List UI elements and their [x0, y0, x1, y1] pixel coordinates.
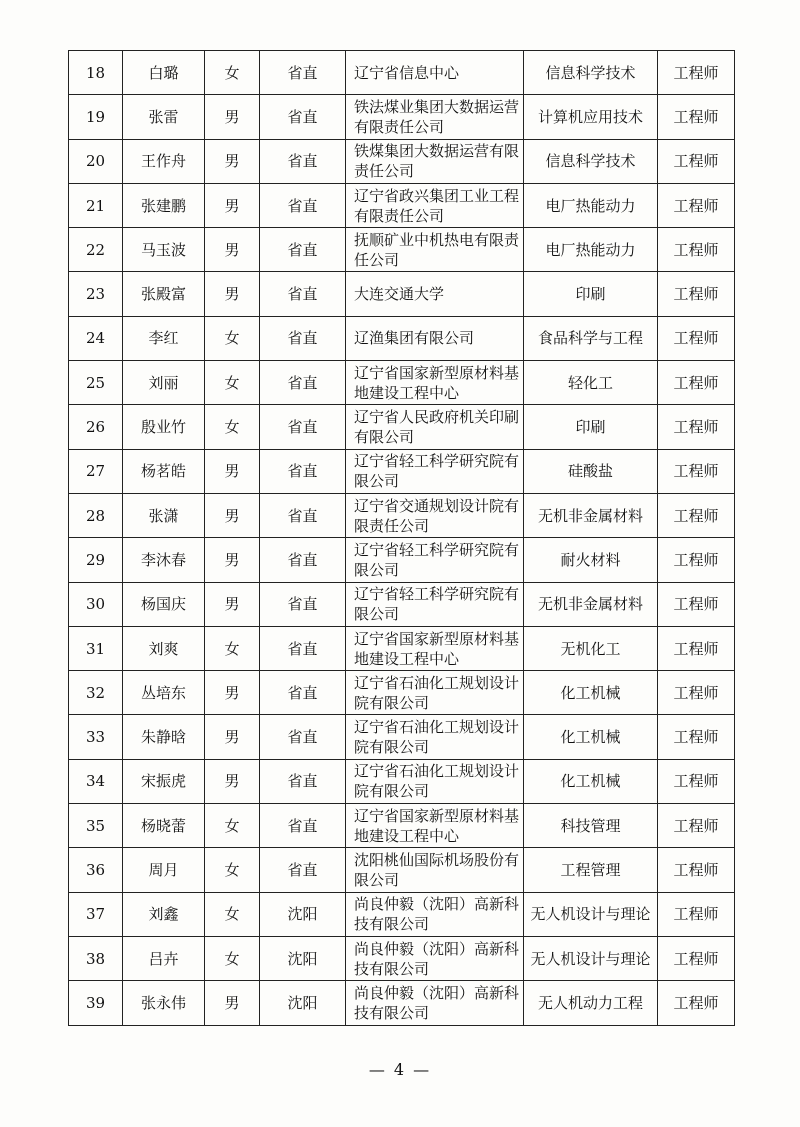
cell-name: 刘爽: [123, 626, 205, 670]
cell-specialty: 轻化工: [524, 361, 658, 405]
cell-title: 工程师: [658, 804, 735, 848]
cell-unit: 沈阳桃仙国际机场股份有限公司: [346, 848, 524, 892]
table-row: [69, 759, 735, 803]
cell-specialty: 无机非金属材料: [524, 493, 658, 537]
cell-name: 张殿富: [123, 272, 205, 316]
cell-title: 工程师: [658, 139, 735, 183]
cell-unit: 尚良仲毅（沈阳）高新科技有限公司: [346, 936, 524, 980]
cell-index: 27: [69, 449, 123, 493]
cell-specialty: 电厂热能动力: [524, 183, 658, 227]
cell-index: 23: [69, 272, 123, 316]
cell-region: 省直: [260, 671, 346, 715]
cell-name: 杨晓蕾: [123, 804, 205, 848]
cell-index: 31: [69, 626, 123, 670]
cell-specialty: 耐火材料: [524, 538, 658, 582]
cell-region: 省直: [260, 582, 346, 626]
cell-specialty: 硅酸盐: [524, 449, 658, 493]
cell-index: 28: [69, 493, 123, 537]
cell-gender: 男: [205, 981, 260, 1025]
cell-index: 38: [69, 936, 123, 980]
cell-unit: 辽宁省国家新型原材料基地建设工程中心: [346, 361, 524, 405]
cell-gender: 女: [205, 892, 260, 936]
cell-unit: 辽宁省政兴集团工业工程有限责任公司: [346, 183, 524, 227]
cell-region: 省直: [260, 405, 346, 449]
cell-region: 省直: [260, 626, 346, 670]
cell-region: 省直: [260, 51, 346, 95]
cell-title: 工程师: [658, 626, 735, 670]
table-row: [69, 183, 735, 227]
cell-name: 朱静晗: [123, 715, 205, 759]
cell-specialty: 无人机设计与理论: [524, 936, 658, 980]
cell-region: 省直: [260, 538, 346, 582]
cell-title: 工程师: [658, 316, 735, 360]
cell-name: 李沐春: [123, 538, 205, 582]
cell-unit: 尚良仲毅（沈阳）高新科技有限公司: [346, 981, 524, 1025]
cell-index: 34: [69, 759, 123, 803]
cell-title: 工程师: [658, 361, 735, 405]
table-body: [69, 51, 735, 1026]
cell-title: 工程师: [658, 538, 735, 582]
cell-gender: 女: [205, 936, 260, 980]
cell-title: 工程师: [658, 449, 735, 493]
cell-index: 39: [69, 981, 123, 1025]
cell-title: 工程师: [658, 183, 735, 227]
cell-index: 29: [69, 538, 123, 582]
cell-name: 杨茗皓: [123, 449, 205, 493]
cell-index: 20: [69, 139, 123, 183]
cell-specialty: 化工机械: [524, 759, 658, 803]
cell-unit: 辽宁省国家新型原材料基地建设工程中心: [346, 626, 524, 670]
cell-name: 白璐: [123, 51, 205, 95]
cell-unit: 辽宁省轻工科学研究院有限公司: [346, 538, 524, 582]
cell-unit: 辽宁省人民政府机关印刷有限公司: [346, 405, 524, 449]
cell-region: 沈阳: [260, 936, 346, 980]
table-row: [69, 671, 735, 715]
cell-specialty: 信息科学技术: [524, 51, 658, 95]
cell-gender: 女: [205, 804, 260, 848]
cell-unit: 辽宁省轻工科学研究院有限公司: [346, 582, 524, 626]
cell-name: 张永伟: [123, 981, 205, 1025]
cell-specialty: 无机化工: [524, 626, 658, 670]
cell-gender: 女: [205, 361, 260, 405]
cell-region: 省直: [260, 449, 346, 493]
cell-name: 杨国庆: [123, 582, 205, 626]
cell-specialty: 化工机械: [524, 715, 658, 759]
cell-title: 工程师: [658, 715, 735, 759]
table-row: [69, 892, 735, 936]
cell-title: 工程师: [658, 272, 735, 316]
table-row: [69, 51, 735, 95]
cell-region: 沈阳: [260, 981, 346, 1025]
cell-unit: 辽宁省轻工科学研究院有限公司: [346, 449, 524, 493]
cell-unit: 大连交通大学: [346, 272, 524, 316]
cell-unit: 辽宁省国家新型原材料基地建设工程中心: [346, 804, 524, 848]
cell-gender: 男: [205, 449, 260, 493]
cell-region: 省直: [260, 361, 346, 405]
cell-specialty: 印刷: [524, 272, 658, 316]
cell-name: 宋振虎: [123, 759, 205, 803]
cell-gender: 女: [205, 848, 260, 892]
cell-gender: 男: [205, 95, 260, 139]
cell-region: 沈阳: [260, 892, 346, 936]
cell-region: 省直: [260, 804, 346, 848]
cell-specialty: 印刷: [524, 405, 658, 449]
cell-gender: 男: [205, 715, 260, 759]
table-row: [69, 936, 735, 980]
table-row: [69, 538, 735, 582]
cell-name: 张雷: [123, 95, 205, 139]
table-row: [69, 272, 735, 316]
cell-unit: 辽宁省交通规划设计院有限责任公司: [346, 493, 524, 537]
table-row: [69, 228, 735, 272]
cell-title: 工程师: [658, 493, 735, 537]
cell-title: 工程师: [658, 582, 735, 626]
cell-title: 工程师: [658, 892, 735, 936]
cell-index: 36: [69, 848, 123, 892]
table-row: [69, 582, 735, 626]
cell-specialty: 工程管理: [524, 848, 658, 892]
cell-gender: 女: [205, 316, 260, 360]
cell-gender: 女: [205, 51, 260, 95]
table-row: [69, 139, 735, 183]
cell-name: 王作舟: [123, 139, 205, 183]
table-row: [69, 361, 735, 405]
cell-index: 33: [69, 715, 123, 759]
cell-index: 25: [69, 361, 123, 405]
cell-index: 32: [69, 671, 123, 715]
cell-specialty: 科技管理: [524, 804, 658, 848]
cell-title: 工程师: [658, 759, 735, 803]
table-row: [69, 449, 735, 493]
cell-name: 周月: [123, 848, 205, 892]
cell-gender: 男: [205, 228, 260, 272]
table-row: [69, 95, 735, 139]
cell-gender: 男: [205, 139, 260, 183]
cell-specialty: 化工机械: [524, 671, 658, 715]
cell-title: 工程师: [658, 95, 735, 139]
table-row: [69, 316, 735, 360]
cell-index: 18: [69, 51, 123, 95]
cell-gender: 男: [205, 493, 260, 537]
cell-name: 马玉波: [123, 228, 205, 272]
cell-gender: 男: [205, 272, 260, 316]
cell-name: 殷业竹: [123, 405, 205, 449]
cell-gender: 女: [205, 626, 260, 670]
table-row: [69, 715, 735, 759]
cell-title: 工程师: [658, 848, 735, 892]
cell-specialty: 计算机应用技术: [524, 95, 658, 139]
table-row: [69, 626, 735, 670]
cell-name: 李红: [123, 316, 205, 360]
cell-name: 刘鑫: [123, 892, 205, 936]
cell-name: 张建鹏: [123, 183, 205, 227]
cell-gender: 男: [205, 183, 260, 227]
cell-name: 丛培东: [123, 671, 205, 715]
cell-region: 省直: [260, 316, 346, 360]
cell-region: 省直: [260, 183, 346, 227]
cell-index: 19: [69, 95, 123, 139]
page-number: — 4 —: [368, 1060, 432, 1079]
cell-gender: 男: [205, 759, 260, 803]
table-row: [69, 493, 735, 537]
cell-index: 30: [69, 582, 123, 626]
cell-title: 工程师: [658, 51, 735, 95]
cell-specialty: 食品科学与工程: [524, 316, 658, 360]
cell-gender: 男: [205, 582, 260, 626]
cell-region: 省直: [260, 759, 346, 803]
cell-unit: 抚顺矿业中机热电有限责任公司: [346, 228, 524, 272]
cell-specialty: 无人机设计与理论: [524, 892, 658, 936]
cell-region: 省直: [260, 228, 346, 272]
cell-index: 21: [69, 183, 123, 227]
cell-region: 省直: [260, 272, 346, 316]
cell-specialty: 无人机动力工程: [524, 981, 658, 1025]
personnel-table: [68, 50, 735, 1026]
cell-unit: 辽宁省石油化工规划设计院有限公司: [346, 759, 524, 803]
cell-title: 工程师: [658, 671, 735, 715]
cell-title: 工程师: [658, 936, 735, 980]
cell-gender: 女: [205, 405, 260, 449]
cell-index: 35: [69, 804, 123, 848]
table-row: [69, 848, 735, 892]
cell-index: 22: [69, 228, 123, 272]
cell-specialty: 信息科学技术: [524, 139, 658, 183]
cell-specialty: 无机非金属材料: [524, 582, 658, 626]
cell-name: 张潇: [123, 493, 205, 537]
cell-unit: 辽宁省石油化工规划设计院有限公司: [346, 671, 524, 715]
cell-region: 省直: [260, 848, 346, 892]
cell-region: 省直: [260, 493, 346, 537]
cell-unit: 辽渔集团有限公司: [346, 316, 524, 360]
table-row: [69, 981, 735, 1025]
cell-index: 37: [69, 892, 123, 936]
cell-region: 省直: [260, 95, 346, 139]
cell-region: 省直: [260, 139, 346, 183]
cell-index: 24: [69, 316, 123, 360]
table-row: [69, 405, 735, 449]
cell-title: 工程师: [658, 228, 735, 272]
cell-title: 工程师: [658, 405, 735, 449]
cell-title: 工程师: [658, 981, 735, 1025]
cell-gender: 男: [205, 538, 260, 582]
cell-unit: 辽宁省信息中心: [346, 51, 524, 95]
cell-specialty: 电厂热能动力: [524, 228, 658, 272]
table-row: [69, 804, 735, 848]
cell-index: 26: [69, 405, 123, 449]
cell-name: 刘丽: [123, 361, 205, 405]
cell-unit: 铁法煤业集团大数据运营有限责任公司: [346, 95, 524, 139]
cell-unit: 辽宁省石油化工规划设计院有限公司: [346, 715, 524, 759]
cell-name: 吕卉: [123, 936, 205, 980]
cell-unit: 尚良仲毅（沈阳）高新科技有限公司: [346, 892, 524, 936]
cell-unit: 铁煤集团大数据运营有限责任公司: [346, 139, 524, 183]
cell-gender: 男: [205, 671, 260, 715]
cell-region: 省直: [260, 715, 346, 759]
